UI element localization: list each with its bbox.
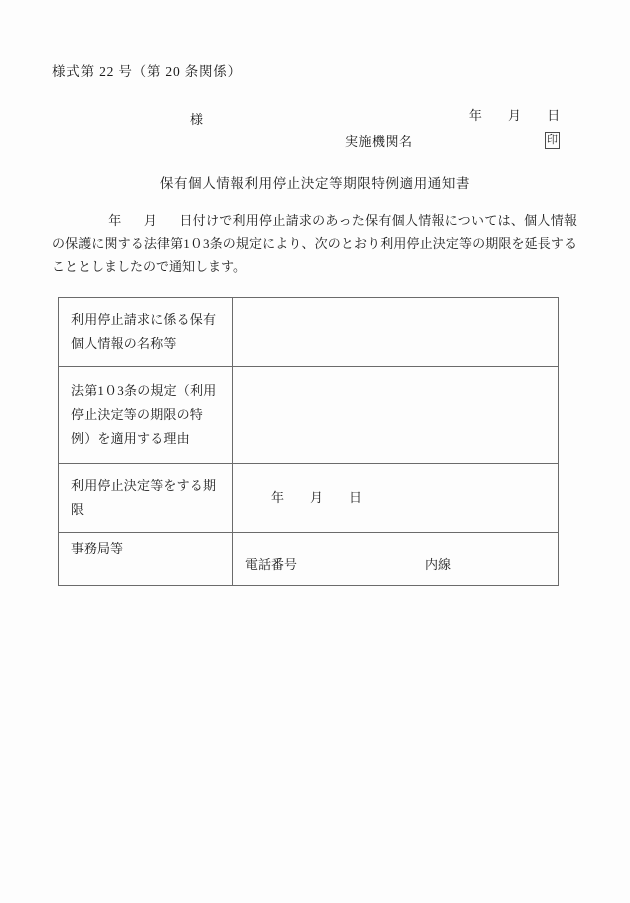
deadline-year: 年 <box>271 490 285 505</box>
row-value-decision-deadline[interactable] <box>233 464 559 533</box>
contact-line <box>233 553 558 585</box>
form-number: 様式第 22 号（第 20 条関係） <box>52 64 242 79</box>
body-line-3: たので通知します。 <box>130 259 246 274</box>
body-line-1: 日付けで利用停止請求のあった保有個人情報については、個人情報の保護に <box>52 213 577 251</box>
row-value-requested-info-name[interactable] <box>233 298 559 367</box>
table-row <box>59 533 559 586</box>
body-paragraph <box>52 209 577 278</box>
table-cell-label <box>59 533 233 586</box>
issue-date-year: 年 <box>468 108 483 124</box>
table-cell-label <box>59 464 233 533</box>
row-label-decision-deadline: 利用停止決定等をする期限 <box>71 478 217 517</box>
table-cell-label <box>59 298 233 367</box>
document-title: 保有個人情報利用停止決定等期限特例適用通知書 <box>159 176 471 191</box>
seal-stamp-icon: 印 <box>545 132 560 149</box>
notification-table <box>58 297 559 586</box>
table-cell-label <box>59 367 233 464</box>
deadline-day: 日 <box>349 490 363 505</box>
row-value-secretariat-contact[interactable] <box>233 533 559 586</box>
row-label-reason-for-special-provision: 法第1０3条の規定（利用停止決定等の期限の特例）を適用する理由 <box>71 383 217 446</box>
table-row <box>59 367 559 464</box>
phone-number-label: 電話番号 <box>245 557 298 572</box>
deadline-month: 月 <box>310 490 324 505</box>
issue-date-day: 日 <box>547 108 561 124</box>
issuing-organization-row <box>345 131 560 150</box>
issuing-organization-label: 実施機関名 <box>345 134 413 149</box>
addressee-honorific: 様 <box>190 112 204 127</box>
row-value-reason-for-special-provision[interactable] <box>233 367 559 464</box>
body-date-year: 年 <box>108 213 122 228</box>
row-label-secretariat: 事務局等 <box>71 541 124 556</box>
table-row <box>59 298 559 367</box>
row-label-requested-info-name: 利用停止請求に係る保有個人情報の名称等 <box>71 312 217 351</box>
deadline-date-line <box>233 486 558 510</box>
body-line-2: 関する法律第1０3条の規定により、次のとおり利用停止決定等の期限を延長することとしまし <box>52 236 577 274</box>
extension-label: 内線 <box>425 557 452 572</box>
table-row <box>59 464 559 533</box>
issue-date-month: 月 <box>508 108 522 124</box>
body-date-month: 月 <box>143 213 158 228</box>
